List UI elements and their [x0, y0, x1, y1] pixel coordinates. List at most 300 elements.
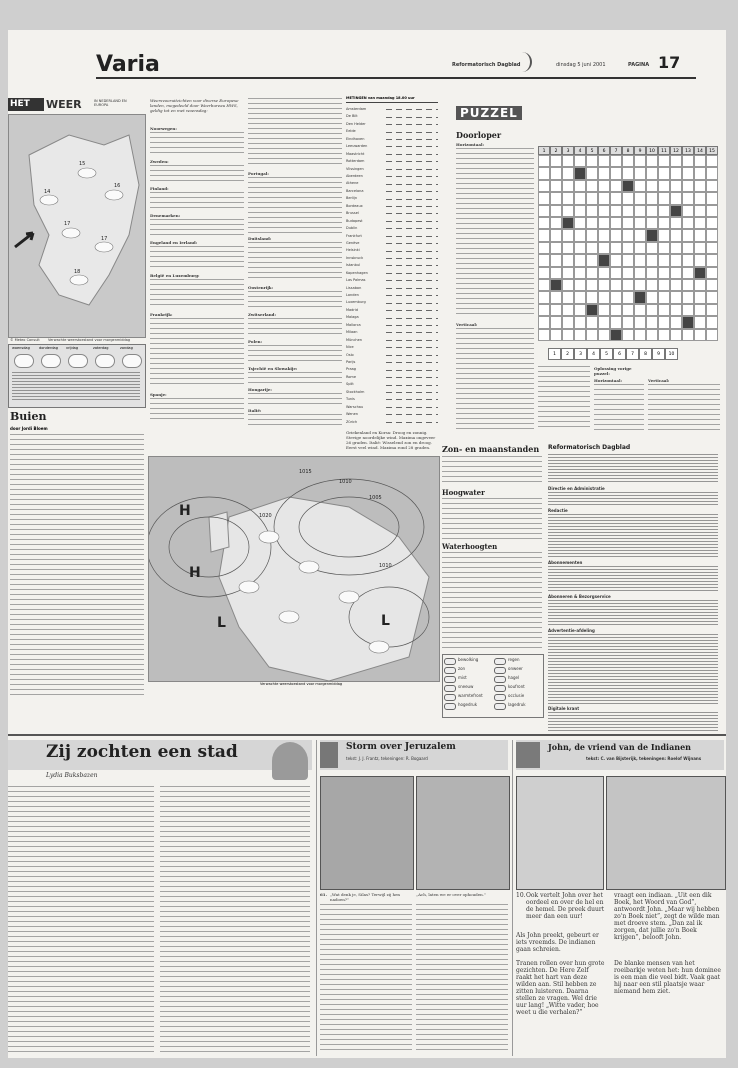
puzzle-cell[interactable]: [658, 205, 670, 217]
city-name: Londen: [346, 293, 359, 298]
puzzle-cell[interactable]: [610, 155, 622, 167]
puzzle-cell[interactable]: [550, 254, 562, 266]
answer-cell[interactable]: 7: [626, 348, 639, 360]
puzzle-cell[interactable]: [586, 155, 598, 167]
puzzle-cell[interactable]: [574, 229, 586, 241]
puzzle-cell[interactable]: [574, 329, 586, 341]
puzzle-cell[interactable]: [706, 242, 718, 254]
puzzle-cell[interactable]: [634, 242, 646, 254]
puzzle-cell[interactable]: [574, 254, 586, 266]
puzzle-cell[interactable]: [670, 217, 682, 229]
puzzle-cell[interactable]: [658, 229, 670, 241]
city-values: [386, 340, 438, 341]
puzzle-cell[interactable]: [598, 229, 610, 241]
puzzle-cell[interactable]: [634, 205, 646, 217]
legend-label: warmtefront: [458, 693, 483, 698]
puzzle-cell[interactable]: [622, 254, 634, 266]
city-name: Tunis: [346, 397, 355, 402]
puzzle-cell[interactable]: [622, 316, 634, 328]
puzzle-cell[interactable]: [646, 291, 658, 303]
legend-label: hagel: [508, 675, 520, 680]
legend-symbol-icon: [444, 676, 456, 683]
country-text-5: [150, 246, 244, 270]
puzzle-cell[interactable]: [574, 180, 586, 192]
city-values: [386, 318, 438, 319]
puzzle-cell[interactable]: [646, 267, 658, 279]
puzzle-cell[interactable]: [574, 316, 586, 328]
puzzle-cell[interactable]: [634, 267, 646, 279]
puzzle-cell[interactable]: [550, 229, 562, 241]
puzzle-cell[interactable]: [706, 229, 718, 241]
puzzle-cell[interactable]: [598, 167, 610, 179]
puzzle-cell[interactable]: [574, 167, 586, 179]
legend-label: mist: [458, 675, 467, 680]
puzzle-cell[interactable]: [658, 304, 670, 316]
puzzle-cell[interactable]: [706, 205, 718, 217]
puzzle-cell[interactable]: [538, 329, 550, 341]
answer-cell[interactable]: 9: [652, 348, 665, 360]
puzzle-cell[interactable]: [706, 267, 718, 279]
puzzle-cell[interactable]: [634, 167, 646, 179]
puzzle-cell[interactable]: [610, 167, 622, 179]
puzzle-cell[interactable]: [610, 329, 622, 341]
puzzle-cell[interactable]: [646, 254, 658, 266]
puzzle-cell[interactable]: [706, 279, 718, 291]
puzzle-cell[interactable]: [622, 329, 634, 341]
puzzle-cell[interactable]: [550, 279, 562, 291]
puzzle-cell[interactable]: [586, 254, 598, 266]
puzzle-cell[interactable]: [706, 192, 718, 204]
puzzle-cell[interactable]: [646, 180, 658, 192]
puzzle-cell[interactable]: [646, 304, 658, 316]
puzzle-cell[interactable]: [562, 229, 574, 241]
answer-cell[interactable]: 1: [548, 348, 561, 360]
puzzle-cell[interactable]: [622, 180, 634, 192]
puzzle-cell[interactable]: [670, 167, 682, 179]
puzzle-cell[interactable]: [586, 217, 598, 229]
puzzle-cell[interactable]: [682, 217, 694, 229]
puzzle-cell[interactable]: [610, 229, 622, 241]
city-row: [346, 389, 438, 396]
puzzle-cell[interactable]: [562, 316, 574, 328]
svg-text:1010: 1010: [339, 479, 352, 485]
puzzle-cell[interactable]: [646, 205, 658, 217]
puzzle-column-number: 8: [622, 146, 634, 155]
puzzle-cell[interactable]: [622, 192, 634, 204]
storm-title: Storm over Jeruzalem: [346, 742, 456, 752]
puzzle-cell[interactable]: [682, 254, 694, 266]
city-row: [346, 240, 438, 247]
puzzle-cell[interactable]: [610, 180, 622, 192]
puzzle-cell[interactable]: [562, 242, 574, 254]
puzzle-cell[interactable]: [562, 167, 574, 179]
puzzle-cell[interactable]: [622, 155, 634, 167]
puzzle-cell[interactable]: [538, 180, 550, 192]
puzzle-cell[interactable]: [610, 291, 622, 303]
city-row: [346, 411, 438, 418]
puzzle-cell[interactable]: [658, 180, 670, 192]
svg-text:17: 17: [101, 236, 108, 242]
puzzle-cell[interactable]: [538, 291, 550, 303]
puzzle-cell[interactable]: [538, 279, 550, 291]
puzzle-cell[interactable]: [694, 279, 706, 291]
puzzle-cell[interactable]: [610, 304, 622, 316]
puzzle-cell[interactable]: [598, 304, 610, 316]
puzzle-cell[interactable]: [538, 304, 550, 316]
puzzle-cell[interactable]: [634, 316, 646, 328]
puzzle-cell[interactable]: [670, 279, 682, 291]
puzzle-cell[interactable]: [658, 192, 670, 204]
puzzle-cell[interactable]: [586, 291, 598, 303]
puzzle-cell[interactable]: [598, 279, 610, 291]
puzzle-cell[interactable]: [670, 304, 682, 316]
puzzle-cell[interactable]: [598, 180, 610, 192]
puzzle-cell[interactable]: [622, 167, 634, 179]
puzzle-cell[interactable]: [670, 192, 682, 204]
puzzle-cell[interactable]: [634, 180, 646, 192]
col3-text-6: [248, 345, 342, 363]
puzzle-cell[interactable]: [598, 205, 610, 217]
puzzle-cell[interactable]: [646, 242, 658, 254]
svg-text:1020: 1020: [259, 513, 272, 519]
page-date: dinsdag 5 juni 2001: [556, 62, 606, 68]
puzzle-cell[interactable]: [634, 279, 646, 291]
john-poem-num: 10.: [516, 892, 526, 899]
puzzle-cell[interactable]: [694, 316, 706, 328]
city-row: [346, 299, 438, 306]
puzzle-cell[interactable]: [610, 279, 622, 291]
puzzle-cell[interactable]: [658, 329, 670, 341]
city-name: Maastricht: [346, 151, 365, 156]
puzzle-cell[interactable]: [694, 217, 706, 229]
puzzle-cell[interactable]: [634, 254, 646, 266]
forecast-icon-4: [95, 354, 115, 368]
puzzle-column-number: 10: [646, 146, 658, 155]
colophon-text-6: [548, 634, 718, 704]
city-name: Brussel: [346, 211, 359, 216]
puzzle-cell[interactable]: [622, 217, 634, 229]
puzzle-cell[interactable]: [550, 304, 562, 316]
puzzle-cell[interactable]: [586, 267, 598, 279]
puzzle-cell[interactable]: [634, 217, 646, 229]
puzzle-cell[interactable]: [670, 254, 682, 266]
puzzle-cell[interactable]: [694, 155, 706, 167]
puzzle-cell[interactable]: [694, 167, 706, 179]
puzzle-cell[interactable]: [706, 217, 718, 229]
puzzle-cell[interactable]: [562, 304, 574, 316]
puzzle-cell[interactable]: [550, 180, 562, 192]
puzzle-cell[interactable]: [610, 242, 622, 254]
country-duitsland: Duitsland:: [248, 236, 272, 241]
puzzle-cell[interactable]: [634, 304, 646, 316]
city-name: Luxemburg: [346, 300, 366, 305]
answer-cell[interactable]: 6: [613, 348, 626, 360]
puzzle-cell[interactable]: [694, 304, 706, 316]
puzzle-cell[interactable]: [574, 192, 586, 204]
puzzle-cell[interactable]: [622, 304, 634, 316]
puzzle-cell[interactable]: [658, 242, 670, 254]
newspaper-page: [8, 30, 726, 1058]
country-text-7: [150, 318, 244, 388]
puzzle-cell[interactable]: [634, 192, 646, 204]
puzzle-cell[interactable]: [538, 254, 550, 266]
svg-text:16: 16: [114, 183, 121, 189]
puzzle-cell[interactable]: [538, 205, 550, 217]
puzzle-cell[interactable]: [538, 267, 550, 279]
svg-text:18: 18: [74, 269, 81, 275]
puzzle-cell[interactable]: [598, 192, 610, 204]
puzzle-cell[interactable]: [682, 167, 694, 179]
puzzle-cell[interactable]: [598, 316, 610, 328]
puzzle-cell[interactable]: [682, 192, 694, 204]
puzzle-cell[interactable]: [658, 217, 670, 229]
puzzle-cell[interactable]: [670, 155, 682, 167]
puzzle-cell[interactable]: [550, 267, 562, 279]
puzzle-cell[interactable]: [646, 167, 658, 179]
city-values: [386, 236, 438, 237]
puzzle-cell[interactable]: [682, 242, 694, 254]
puzzle-cell[interactable]: [574, 217, 586, 229]
puzzle-cell[interactable]: [586, 316, 598, 328]
puzzle-cell[interactable]: [610, 205, 622, 217]
puzzle-cell[interactable]: [574, 304, 586, 316]
puzzle-cell[interactable]: [562, 267, 574, 279]
colophon-section-3: Abonnementen: [548, 560, 583, 565]
puzzle-cell[interactable]: [670, 229, 682, 241]
stad-title: Zij zochten een stad: [46, 742, 238, 762]
puzzle-cell[interactable]: [634, 291, 646, 303]
puzzle-cell[interactable]: [586, 329, 598, 341]
puzzle-cell[interactable]: [574, 291, 586, 303]
puzzle-cell[interactable]: [550, 329, 562, 341]
weather-article-title: Buien: [10, 410, 47, 423]
map-expect-label: Verwachte weerstoestand voor morgenmiddag: [48, 338, 131, 342]
answer-cell[interactable]: 3: [574, 348, 587, 360]
puzzle-cell[interactable]: [670, 291, 682, 303]
country-belgie: België en Luxemburg:: [150, 273, 200, 278]
puzzle-cell[interactable]: [682, 205, 694, 217]
puzzle-cell[interactable]: [706, 180, 718, 192]
puzzle-cell[interactable]: [538, 217, 550, 229]
city-row: [346, 322, 438, 329]
puzzle-cell[interactable]: [658, 167, 670, 179]
city-row: [346, 173, 438, 180]
puzzle-cell[interactable]: [682, 155, 694, 167]
puzzle-cell[interactable]: [550, 291, 562, 303]
puzzle-cell[interactable]: [694, 242, 706, 254]
puzzle-cell[interactable]: [694, 291, 706, 303]
puzzle-cell[interactable]: [646, 279, 658, 291]
storm-caption-num: 61.: [320, 892, 327, 897]
puzzle-cell[interactable]: [706, 155, 718, 167]
puzzle-cell[interactable]: [670, 205, 682, 217]
puzzle-cell[interactable]: [622, 267, 634, 279]
puzzle-cell[interactable]: [574, 279, 586, 291]
puzzle-cell[interactable]: [694, 229, 706, 241]
puzzle-cell[interactable]: [598, 254, 610, 266]
puzzle-cell[interactable]: [598, 217, 610, 229]
city-row: [346, 270, 438, 277]
puzzle-cell[interactable]: [682, 267, 694, 279]
puzzle-cell[interactable]: [562, 217, 574, 229]
puzzle-cell[interactable]: [706, 316, 718, 328]
puzzle-cell[interactable]: [574, 267, 586, 279]
puzzle-cell[interactable]: [550, 205, 562, 217]
puzzle-cell[interactable]: [574, 205, 586, 217]
puzzle-cell[interactable]: [670, 242, 682, 254]
john-poem-3: Tranen rollen over hun grote gezichten. De Here Zelf raakt het hart van deze wilden aan. Stil hebben ze zitten luisteren. Daarna stellen ze vragen. Wel drie uur lang! „Witte vader, hoe weet u die verhalen?”: [516, 960, 605, 1016]
city-values: [386, 355, 438, 356]
puzzle-cell[interactable]: [634, 155, 646, 167]
puzzle-cell[interactable]: [682, 229, 694, 241]
puzzle-cell[interactable]: [622, 205, 634, 217]
puzzle-cell[interactable]: [658, 279, 670, 291]
hoogwater-text: [442, 498, 542, 540]
puzzle-cell[interactable]: [586, 180, 598, 192]
city-row: [346, 344, 438, 351]
city-name: Kopenhagen: [346, 270, 368, 275]
puzzle-cell[interactable]: [646, 217, 658, 229]
puzzle-cell[interactable]: [562, 291, 574, 303]
puzzle-cell[interactable]: [634, 229, 646, 241]
puzzle-cell[interactable]: [622, 242, 634, 254]
puzzle-cell[interactable]: [550, 192, 562, 204]
puzzle-cell[interactable]: [538, 192, 550, 204]
puzzle-cell[interactable]: [538, 167, 550, 179]
puzzle-cell[interactable]: [694, 329, 706, 341]
puzzle-cell[interactable]: [694, 192, 706, 204]
puzzle-cell[interactable]: [622, 279, 634, 291]
puzzle-cell[interactable]: [694, 254, 706, 266]
puzzle-cell[interactable]: [550, 242, 562, 254]
section-title: Varia: [96, 52, 160, 77]
puzzle-cell[interactable]: [646, 329, 658, 341]
answer-cell[interactable]: 4: [587, 348, 600, 360]
puzzle-cell[interactable]: [574, 242, 586, 254]
puzzle-cell[interactable]: [658, 254, 670, 266]
forecast-day-4: zaterdag: [93, 346, 109, 350]
puzzle-cell[interactable]: [586, 192, 598, 204]
puzzle-cell[interactable]: [562, 155, 574, 167]
puzzle-cell[interactable]: [538, 242, 550, 254]
puzzle-cell[interactable]: [550, 155, 562, 167]
hoogwater-title: Hoogwater: [442, 488, 485, 497]
puzzle-cell[interactable]: [646, 229, 658, 241]
puzzle-cell[interactable]: [670, 316, 682, 328]
puzzle-cell[interactable]: [658, 291, 670, 303]
puzzle-cell[interactable]: [598, 242, 610, 254]
puzzle-cell[interactable]: [682, 180, 694, 192]
puzzle-cell[interactable]: [682, 279, 694, 291]
puzzle-cell[interactable]: [682, 304, 694, 316]
puzzle-cell[interactable]: [550, 167, 562, 179]
city-name: Bordeaux: [346, 203, 363, 208]
puzzle-cell[interactable]: [610, 316, 622, 328]
puzzle-cell[interactable]: [598, 291, 610, 303]
puzzle-cell[interactable]: [694, 267, 706, 279]
puzzle-cell[interactable]: [706, 329, 718, 341]
puzzle-cell[interactable]: [538, 316, 550, 328]
puzzle-cell[interactable]: [586, 167, 598, 179]
puzzle-cell[interactable]: [586, 242, 598, 254]
puzzle-cell[interactable]: [598, 267, 610, 279]
puzzle-cell[interactable]: [550, 217, 562, 229]
puzzle-cell[interactable]: [562, 205, 574, 217]
puzzle-cell[interactable]: [538, 229, 550, 241]
puzzle-cell[interactable]: [658, 316, 670, 328]
puzzle-cell[interactable]: [550, 316, 562, 328]
city-name: Warschau: [346, 404, 364, 409]
puzzle-cell[interactable]: [670, 180, 682, 192]
puzzle-cell[interactable]: [574, 155, 586, 167]
puzzle-cell[interactable]: [682, 291, 694, 303]
col3-text-7: [248, 372, 342, 384]
puzzle-cell[interactable]: [658, 155, 670, 167]
puzzle-cell[interactable]: [694, 180, 706, 192]
puzzle-column-number: 6: [598, 146, 610, 155]
john-poem-4: vraagt een indiaan. „Uit een dik Boek, het Woord van God”, antwoordt John. „Maar wij hebben zo'n Boek niet”, zegt de wilde man met droeve stem. „Dan zal ik zorgen, dat jullie zo'n Boek krijgen”, belooft John.: [614, 892, 720, 941]
puzzle-cell[interactable]: [562, 192, 574, 204]
puzzle-cell[interactable]: [538, 155, 550, 167]
puzzle-cell[interactable]: [706, 291, 718, 303]
puzzle-cell[interactable]: [622, 291, 634, 303]
legend-symbol-icon: [444, 703, 456, 710]
answer-cell[interactable]: 8: [639, 348, 652, 360]
city-values: [386, 228, 438, 229]
puzzle-cell[interactable]: [646, 316, 658, 328]
puzzle-cell[interactable]: [694, 205, 706, 217]
puzzle-cell[interactable]: [562, 254, 574, 266]
puzzle-cell[interactable]: [562, 279, 574, 291]
puzzle-cell[interactable]: [682, 329, 694, 341]
puzzle-cell[interactable]: [670, 267, 682, 279]
svg-text:1005: 1005: [369, 495, 382, 501]
puzzle-cell[interactable]: [610, 192, 622, 204]
puzzle-cell[interactable]: [610, 217, 622, 229]
puzzle-cell[interactable]: [646, 155, 658, 167]
puzzle-cell[interactable]: [670, 329, 682, 341]
puzzle-cell[interactable]: [610, 267, 622, 279]
col3-text-2: [248, 177, 342, 233]
city-name: De Bilt: [346, 114, 358, 119]
puzzle-cell[interactable]: [586, 229, 598, 241]
answer-cell[interactable]: 5: [600, 348, 613, 360]
puzzle-cell[interactable]: [562, 329, 574, 341]
puzzle-cell[interactable]: [598, 329, 610, 341]
puzzle-cell[interactable]: [586, 205, 598, 217]
puzzle-cell[interactable]: [622, 229, 634, 241]
puzzle-cell[interactable]: [598, 155, 610, 167]
answer-cell[interactable]: 2: [561, 348, 574, 360]
puzzle-cell[interactable]: [706, 167, 718, 179]
puzzle-cell[interactable]: [706, 304, 718, 316]
puzzle-cell[interactable]: [682, 316, 694, 328]
solution-text-v: [648, 384, 720, 430]
puzzle-cell[interactable]: [646, 192, 658, 204]
city-row: [346, 285, 438, 292]
colophon-text-7: [548, 712, 718, 732]
puzzle-cell[interactable]: [562, 180, 574, 192]
city-name: Barcelona: [346, 188, 364, 193]
answer-cell[interactable]: 10: [665, 348, 678, 360]
puzzle-cell[interactable]: [634, 329, 646, 341]
puzzle-cell[interactable]: [658, 267, 670, 279]
puzzle-cell[interactable]: [706, 254, 718, 266]
city-row: [346, 158, 438, 165]
puzzle-cell[interactable]: [610, 254, 622, 266]
puzzle-cell[interactable]: [586, 304, 598, 316]
puzzle-cell[interactable]: [586, 279, 598, 291]
